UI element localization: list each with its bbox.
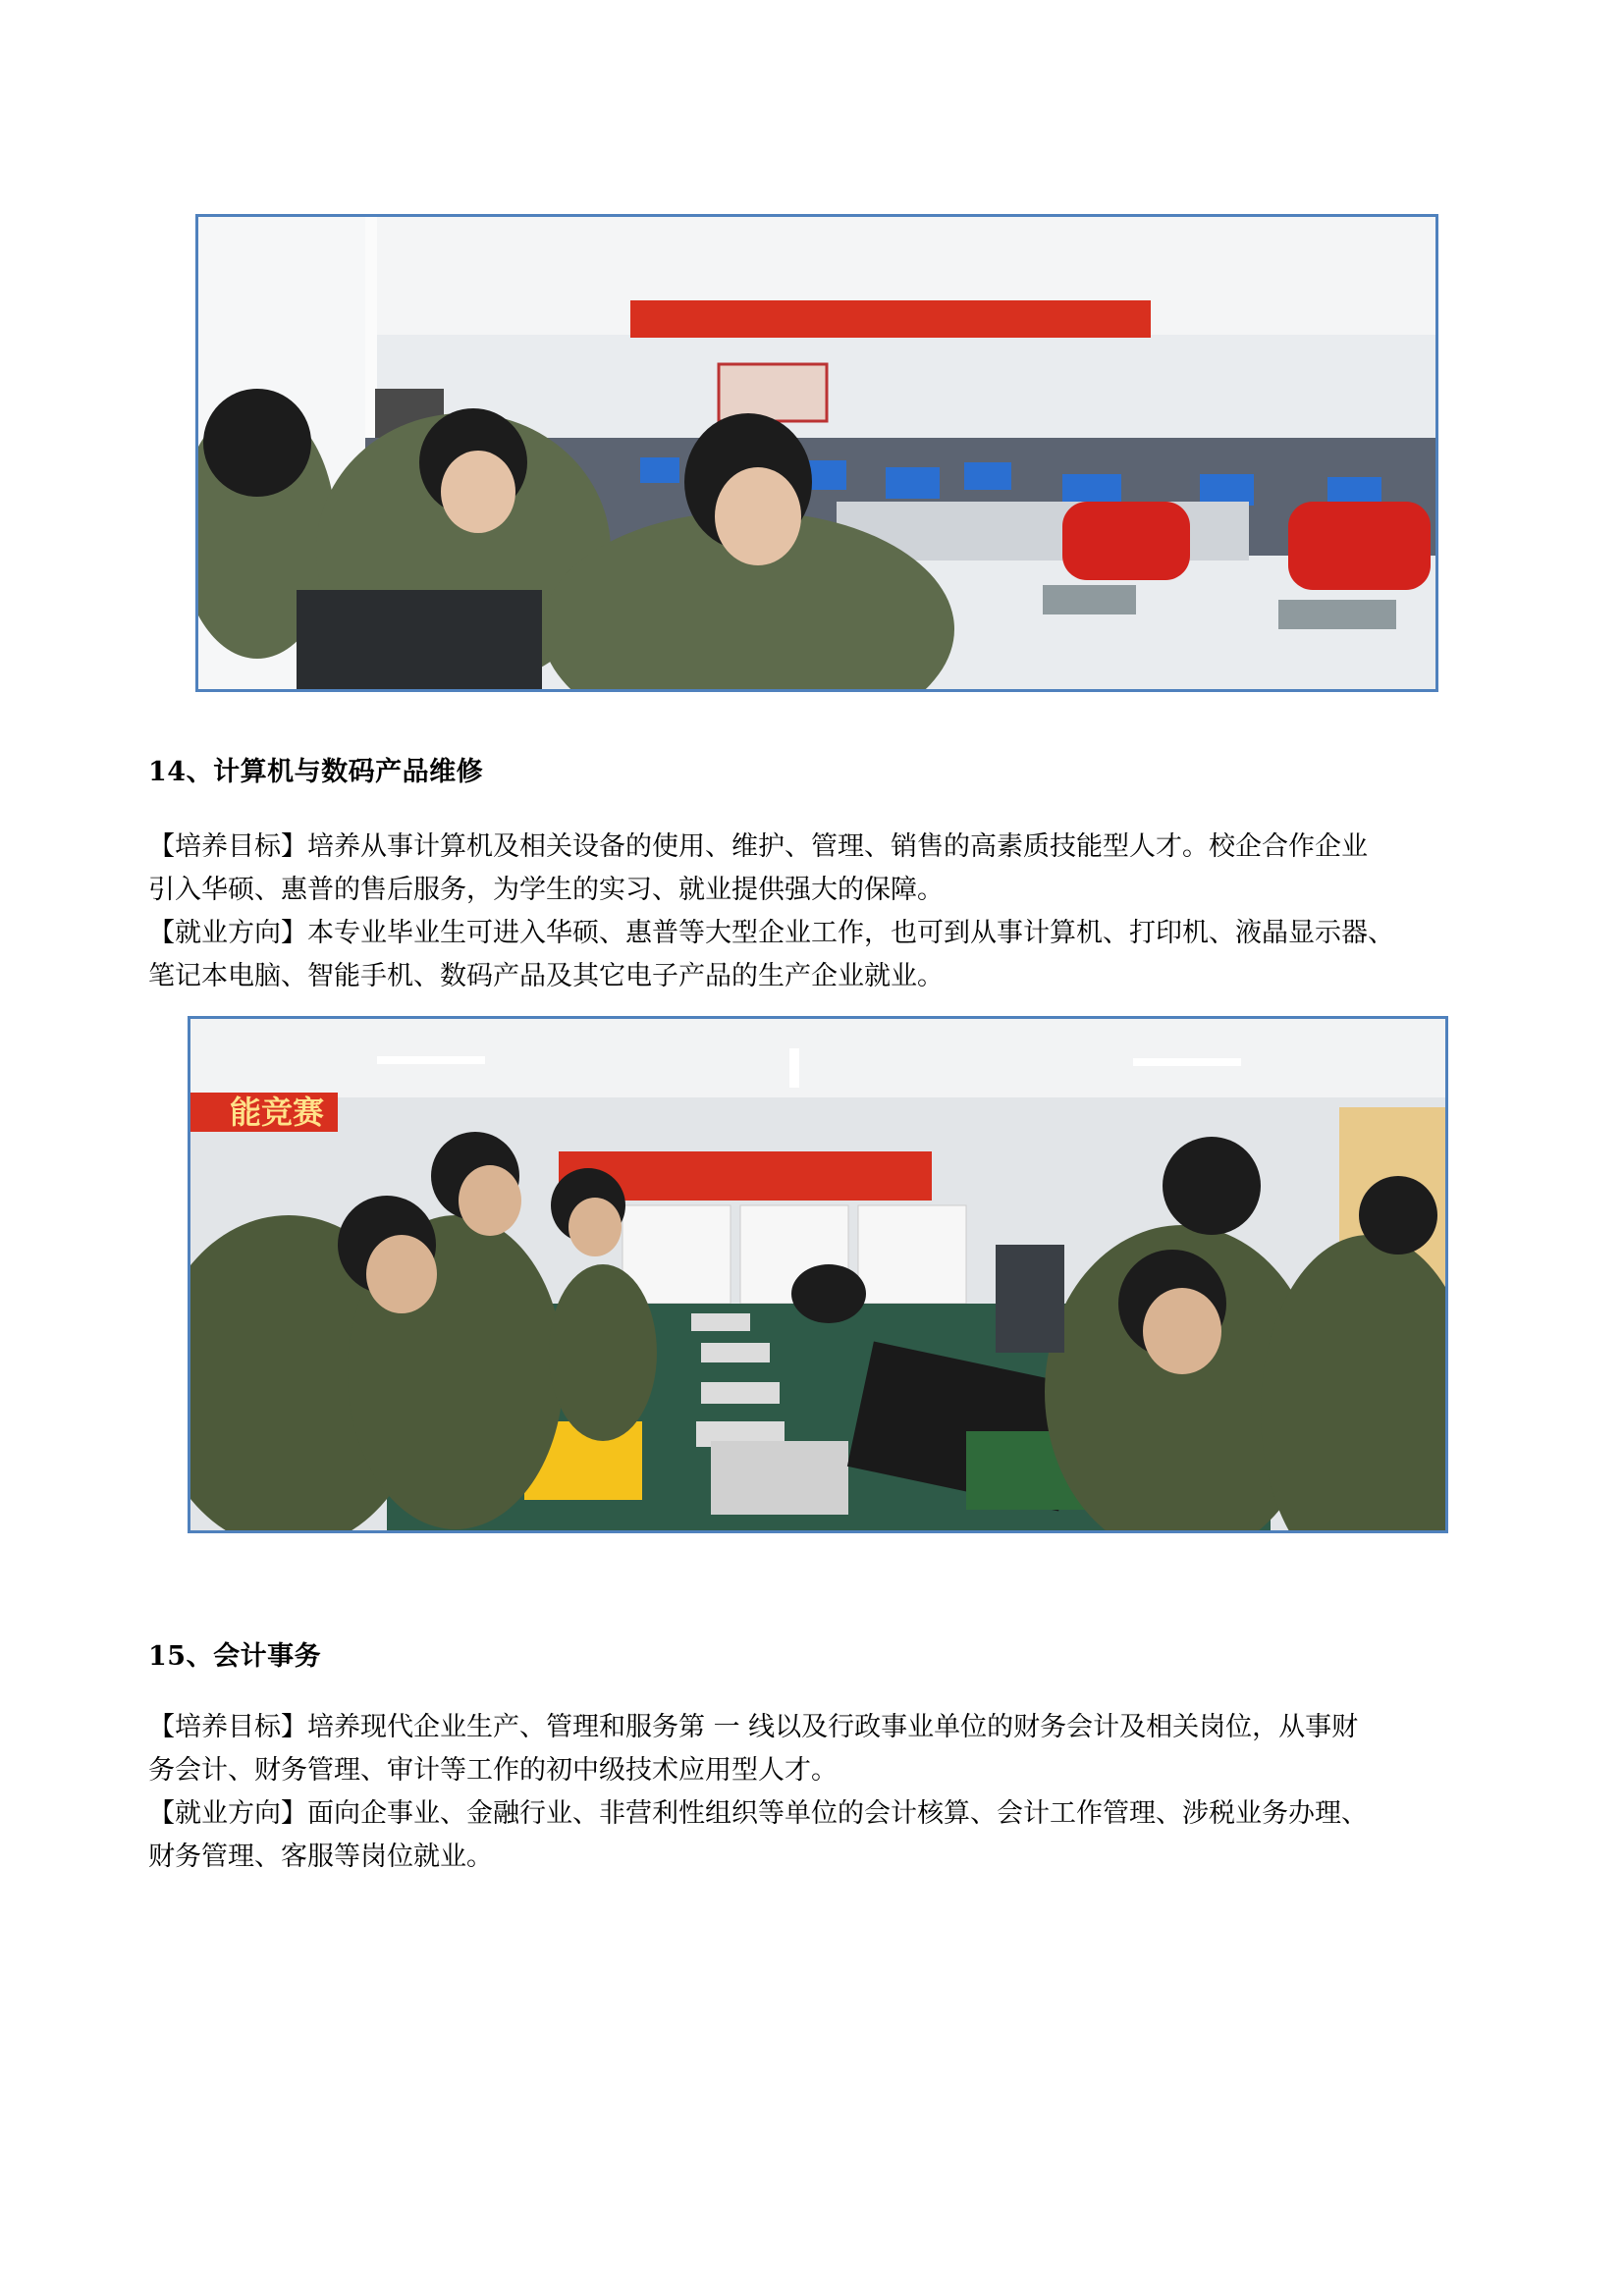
- section-14-career-line: 【就业方向】本专业毕业生可进入华硕、惠普等大型企业工作，也可到从事计算机、打印机、液晶显示器、: [148, 918, 1394, 948]
- computer-lab-photo-graphic: [198, 217, 1435, 689]
- section-14-goal-line: 【培养目标】培养从事计算机及相关设备的使用、维护、管理、销售的高素质技能型人才。校企合作企业: [148, 831, 1368, 862]
- section-14-career-line: 笔记本电脑、智能手机、数码产品及其它电子产品的生产企业就业。: [148, 961, 944, 991]
- banner-text: 能竞赛: [230, 1094, 325, 1131]
- section-14-title: 14、计算机与数码产品维修: [148, 757, 484, 787]
- section-15-goal-line: 【培养目标】培养现代企业生产、管理和服务第 一 线以及行政事业单位的财务会计及相关岗位，从事财: [148, 1712, 1359, 1742]
- section-15-career: [148, 1792, 1493, 1879]
- repair-training-photo: [188, 1016, 1448, 1533]
- section-15-goal-line: 务会计、财务管理、审计等工作的初中级技术应用型人才。: [148, 1755, 838, 1786]
- section-15-career-line: 财务管理、客服等岗位就业。: [148, 1842, 493, 1872]
- section-14-goal: [148, 826, 1493, 912]
- section-15-career-line: 【就业方向】面向企事业、金融行业、非营利性组织等单位的会计核算、会计工作管理、涉税业务办理、: [148, 1798, 1368, 1829]
- section-14-career: [148, 912, 1493, 998]
- computer-lab-photo: [195, 214, 1438, 692]
- section-14-goal-line: 引入华硕、惠普的售后服务，为学生的实习、就业提供强大的保障。: [148, 875, 944, 905]
- section-15-goal: [148, 1706, 1493, 1792]
- repair-training-photo-graphic: [190, 1019, 1445, 1530]
- section-15-title: 15、会计事务: [148, 1641, 322, 1672]
